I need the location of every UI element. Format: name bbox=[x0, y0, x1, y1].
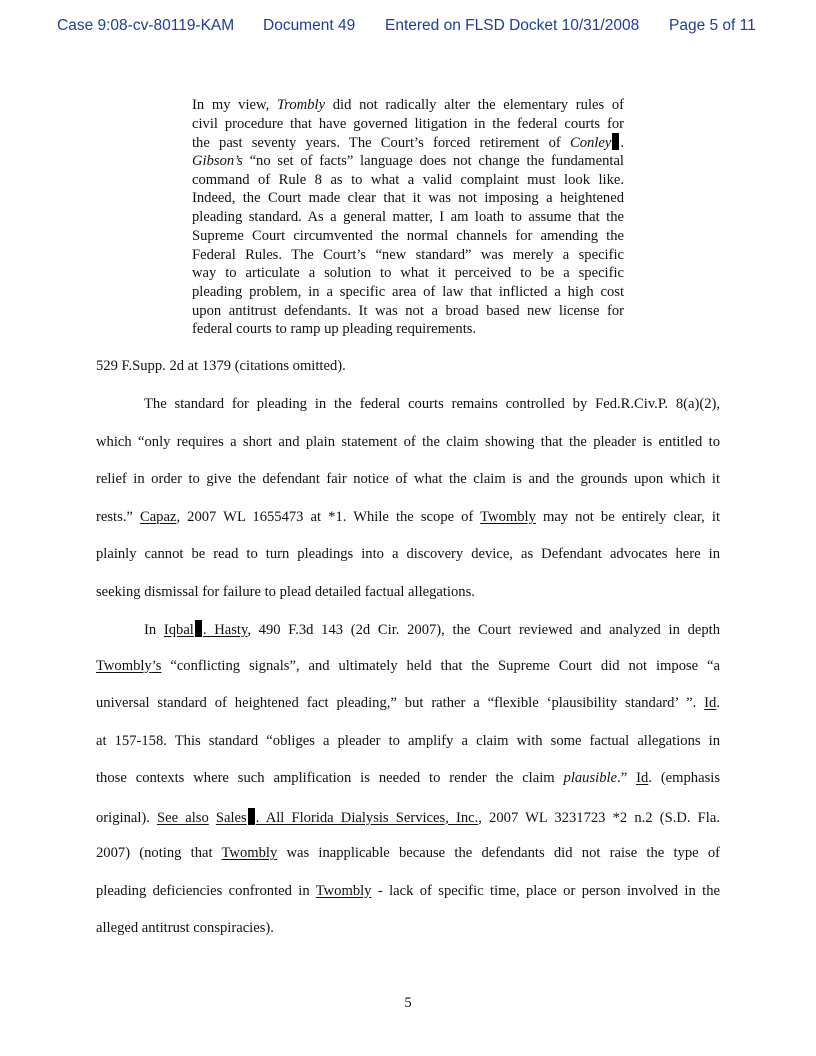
redaction-mark bbox=[248, 808, 255, 825]
paragraph-line: In Iqbal . Hasty, 490 F.3d 143 (2d Cir. 2007), the Court reviewed and analyzed in depth bbox=[144, 622, 720, 638]
redaction-mark bbox=[195, 620, 202, 637]
paragraph-line: pleading deficiencies confronted in Twombly - lack of specific time, place or person involved in the bbox=[96, 882, 720, 899]
paragraph-line: which “only requires a short and plain statement of the claim showing that the pleader is entitled to bbox=[96, 433, 720, 450]
document-number: Document 49 bbox=[263, 17, 356, 34]
block-quote bbox=[192, 96, 624, 339]
quote-line: Supreme Court circumvented the normal channels for amending the bbox=[192, 227, 624, 244]
quote-line: command of Rule 8 as to what a valid complaint must look like. bbox=[192, 171, 624, 188]
case-number: Case 9:08-cv-80119-KAM bbox=[57, 17, 235, 34]
quote-line: way to articulate a solution to what it perceived to be a specific bbox=[192, 265, 624, 282]
paragraph-line: universal standard of heightened fact pleading,” but rather a “flexible ‘plausibility standard’ ”. Id. bbox=[96, 695, 720, 711]
paragraph-line: Twombly’s “conflicting signals”, and ultimately held that the Supreme Court did not impose “a bbox=[96, 657, 720, 674]
paragraph-line: rests.” Capaz, 2007 WL 1655473 at *1. While the scope of Twombly may not be entirely clear, it bbox=[96, 508, 721, 525]
paragraph-line: 2007) (noting that Twombly was inapplicable because the defendants did not raise the type of bbox=[96, 845, 720, 861]
quote-line: federal courts to ramp up pleading requirements. bbox=[192, 321, 477, 338]
quote-line: pleading standard. As a general matter, I am loath to assume that the bbox=[192, 209, 624, 226]
quote-line: civil procedure that have governed litigation in the federal courts for bbox=[192, 115, 624, 132]
quote-line: pleading problem, in a specific area of law that inflicted a high cost bbox=[192, 283, 624, 300]
quote-line: the past seventy years. The Court’s forced retirement of Conley . bbox=[192, 135, 624, 152]
page-indicator: Page 5 of 11 bbox=[669, 17, 756, 34]
redaction-mark bbox=[612, 133, 619, 150]
paragraph-line: The standard for pleading in the federal courts remains controlled by Fed.R.Civ.P. 8(a)(2), bbox=[144, 396, 720, 412]
citation: 529 F.Supp. 2d at 1379 (citations omitted). bbox=[96, 358, 346, 374]
paragraph-line: plainly cannot be read to turn pleadings into a discovery device, as Defendant advocates here in bbox=[96, 546, 720, 562]
quote-line: Indeed, the Court made clear that it was not imposing a heightened bbox=[192, 190, 624, 207]
paragraph-line: alleged antitrust conspiracies). bbox=[96, 920, 274, 936]
paragraph-line: at 157-158. This standard “obliges a pleader to amplify a claim with some factual allegations in bbox=[96, 732, 720, 749]
docket-entry: Entered on FLSD Docket 10/31/2008 bbox=[385, 17, 640, 34]
paragraph-line: those contexts where such amplification is needed to render the claim plausible.” Id. (emphasis bbox=[96, 770, 720, 786]
quote-line: Federal Rules. The Court’s “new standard” was merely a specific bbox=[192, 246, 624, 263]
paragraph-line: seeking dismissal for failure to plead detailed factual allegations. bbox=[96, 583, 475, 600]
quote-line: upon antitrust defendants. It was not a broad based new license for bbox=[192, 302, 624, 319]
quote-line: In my view, Trombly did not radically alter the elementary rules of bbox=[192, 97, 624, 113]
quote-line: Gibson’s “no set of facts” language does not change the fundamental bbox=[192, 153, 624, 170]
page-number: 5 bbox=[404, 995, 412, 1011]
paragraph-line: original). See also Sales . All Florida Dialysis Services, Inc., 2007 WL 3231723 *2 n.2 (S.D. Fla. bbox=[96, 809, 720, 826]
paragraph-line: relief in order to give the defendant fair notice of what the claim is and the grounds upon which it bbox=[96, 471, 720, 487]
